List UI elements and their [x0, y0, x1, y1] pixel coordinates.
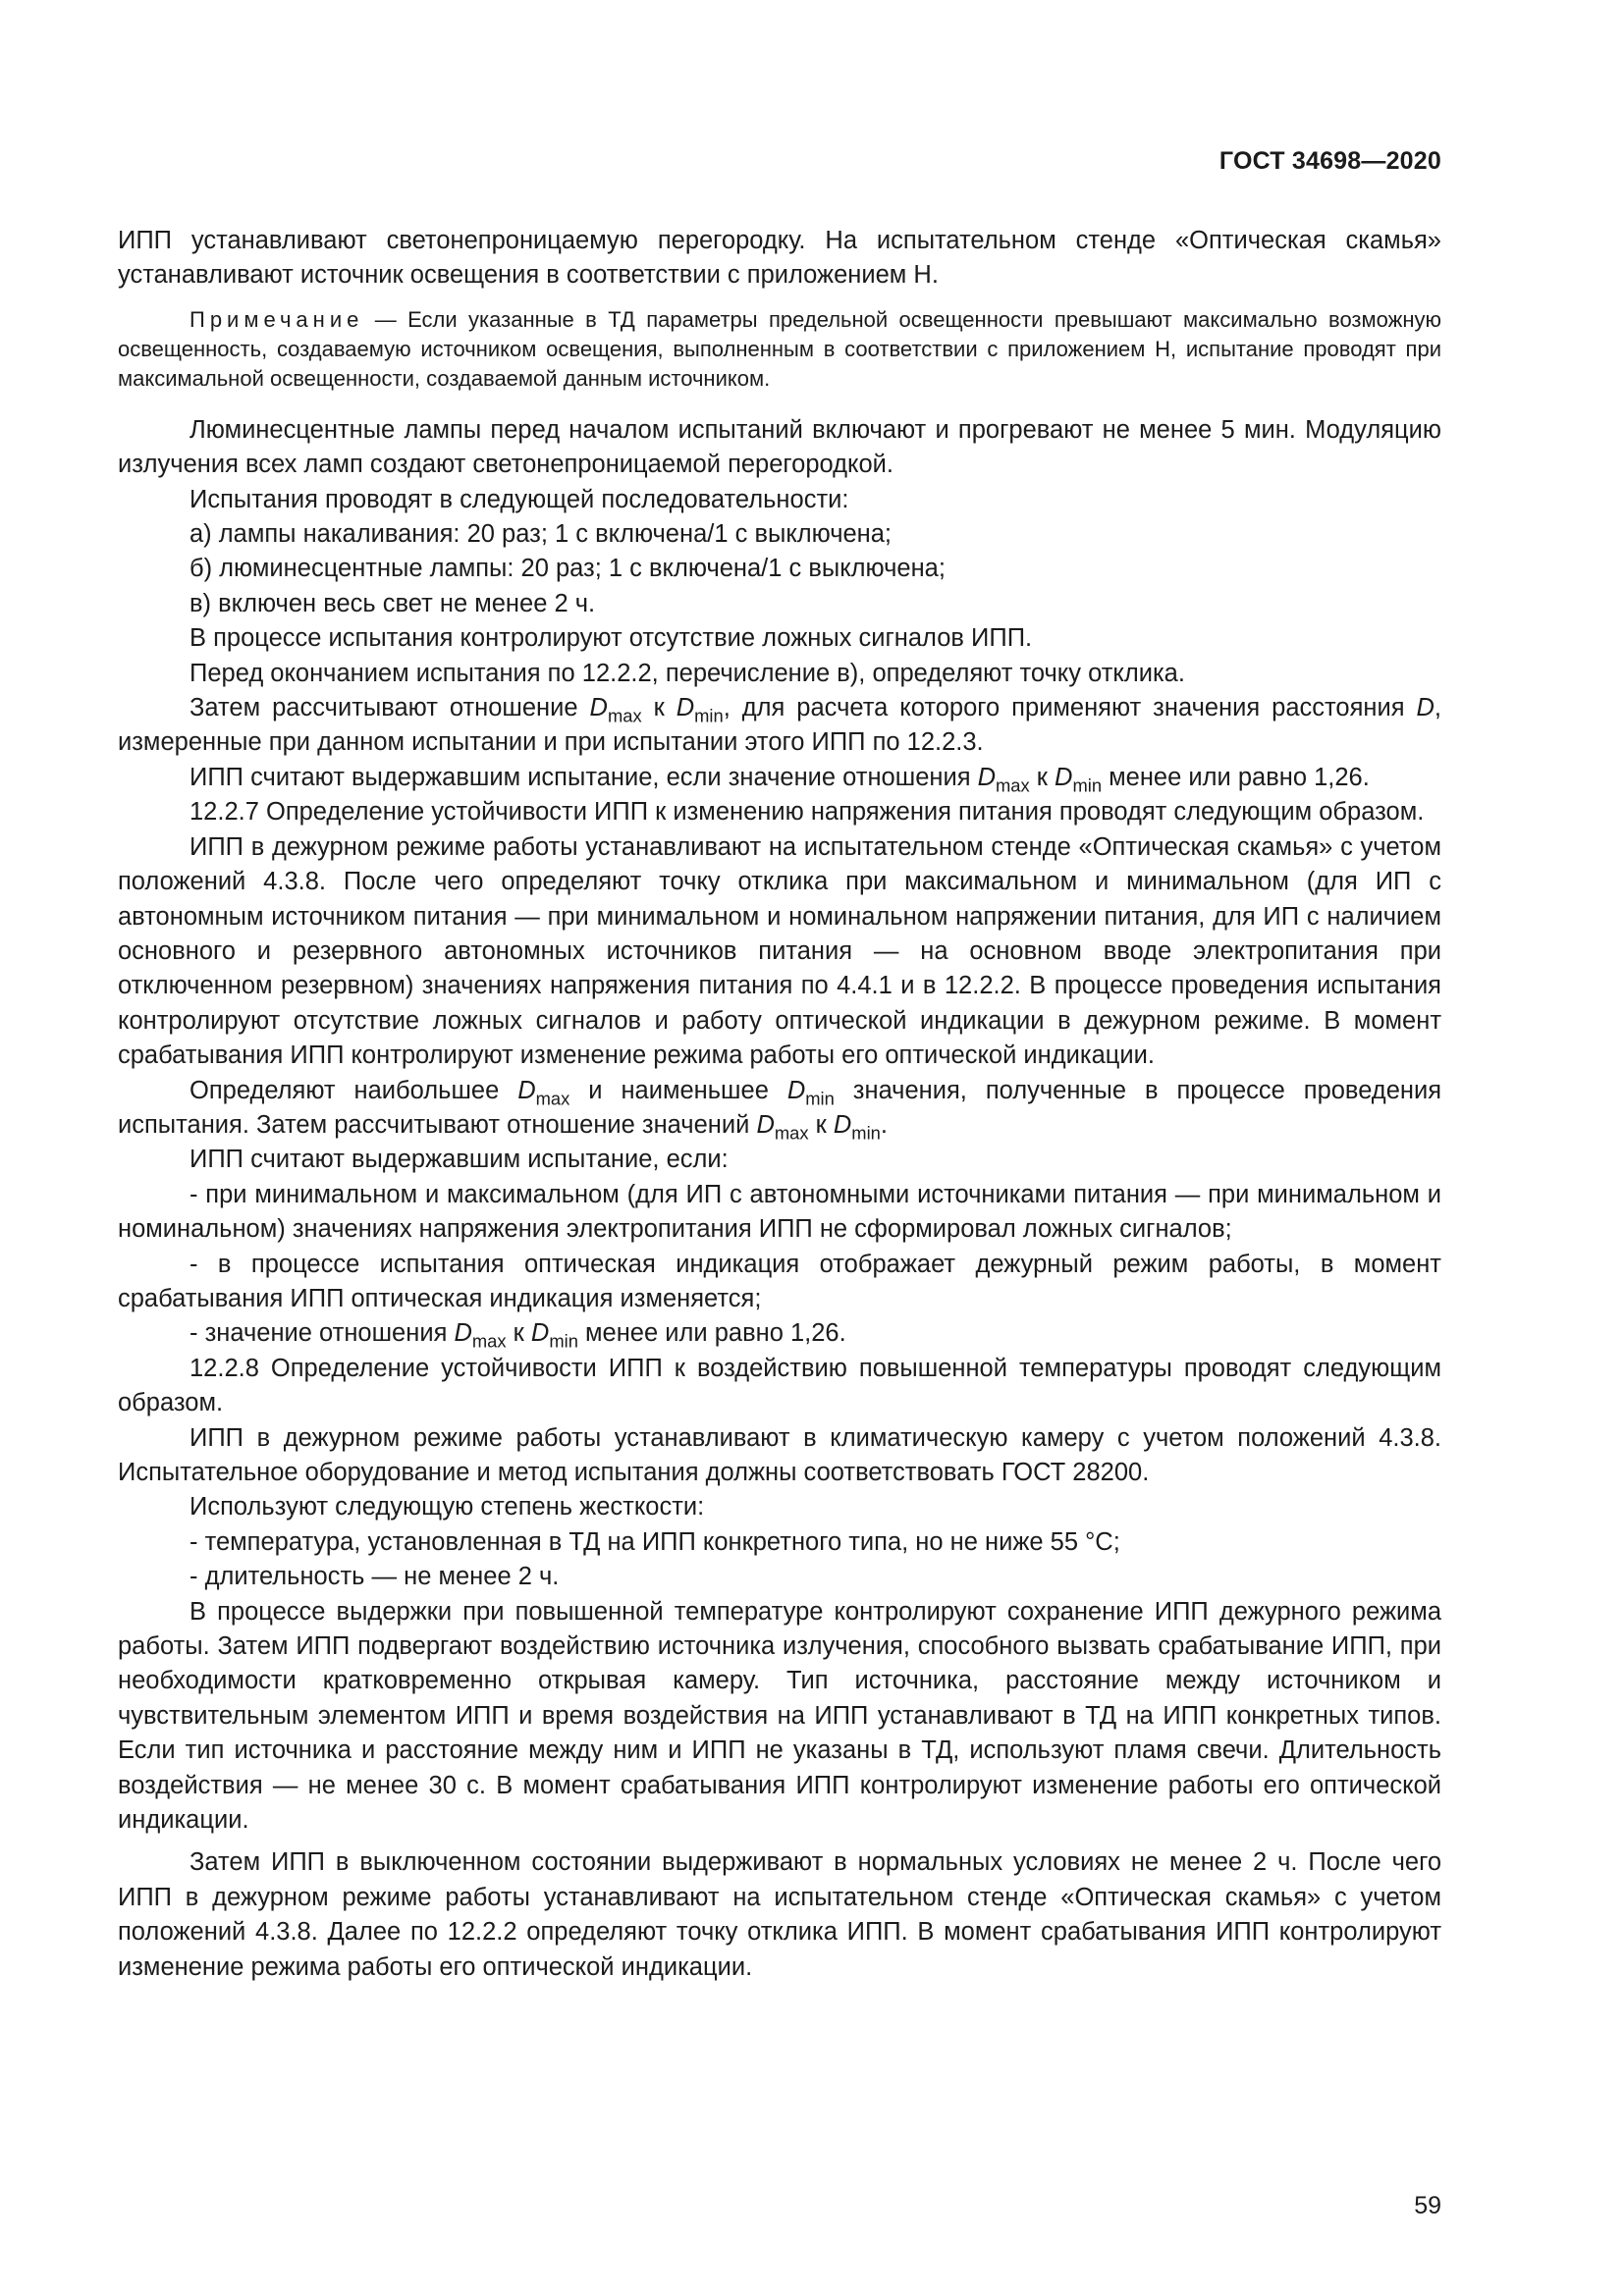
list-item: а) лампы накаливания: 20 раз; 1 с включена/1 с выключена;: [189, 520, 893, 549]
clause-heading: 12.2.7 Определение устойчивости ИПП к изменению напряжения питания проводят следующим образом.: [189, 798, 1425, 827]
symbol-d: D: [517, 1076, 536, 1104]
body-text: [118, 224, 1441, 1985]
paragraph: ИПП устанавливают светонепроницаемую перегородку. На испытательном стенде «Оптическая скамья» устанавливают источник освещения в соответствии с приложением Н.: [118, 227, 1441, 290]
text-run: , измеренные при данном испытании и при испытании этого ИПП по 12.2.3.: [118, 694, 1441, 757]
symbol-d: D: [833, 1110, 852, 1139]
paragraph: Испытания проводят в следующей последовательности:: [189, 485, 849, 513]
subscript-min: min: [1072, 774, 1103, 796]
paragraph: Перед окончанием испытания по 12.2.2, перечисление в), определяют точку отклика.: [189, 659, 1185, 687]
standard-header: ГОСТ 34698—2020: [1218, 147, 1441, 175]
symbol-d: D: [454, 1319, 472, 1348]
list-item: - температура, установленная в ТД на ИПП конкретного типа, но не ниже 55 °С;: [189, 1527, 1120, 1556]
subscript-min: min: [694, 705, 724, 726]
symbol-d: D: [756, 1110, 775, 1139]
list-item: - при минимальном и максимальном (для ИП с автономными источниками питания — при минимальном и номинальном) значениях напряжения электропитания ИПП не сформировал ложных сигналов;: [118, 1180, 1441, 1244]
symbol-d: D: [786, 1076, 806, 1104]
text-run: , для расчета которого применяют значения расстояния: [723, 694, 1417, 722]
symbol-d: D: [530, 1319, 550, 1348]
paragraph: В процессе испытания контролируют отсутствие ложных сигналов ИПП.: [189, 624, 1033, 653]
subscript-min: min: [805, 1087, 835, 1108]
text-run: ИПП считают выдержавшим испытание, если значение отношения: [189, 763, 978, 791]
subscript-max: max: [607, 705, 642, 726]
paragraph: В процессе выдержки при повышенной температуре контролируют сохранение ИПП дежурного режима работы. Затем ИПП подвергают воздействию источника излучения, способного вызвать срабатывание ИПП, при необходимости кратковременно открывая камеру. Тип источника, расстояние между источником и чувствительным элементом ИПП и время воздействия на ИПП устанавливают в ТД на ИПП конкретных типов. Если тип источника и расстояние между ним и ИПП не указаны в ТД, используют пламя свечи. Длительность воздействия — не менее 30 с. В момент срабатывания ИПП контролируют изменение работы его оптической индикации.: [118, 1597, 1441, 1835]
subscript-max: max: [535, 1087, 570, 1108]
text-run: к: [506, 1319, 531, 1348]
paragraph: Затем ИПП в выключенном состоянии выдерживают в нормальных условиях не менее 2 ч. После чего ИПП в дежурном режиме работы устанавливают на испытательном стенде «Оптическая скамья» с учетом положений 4.3.8. Далее по 12.2.2 определяют точку отклика ИПП. В момент срабатывания ИПП контролируют изменение режима работы его оптической индикации.: [118, 1848, 1441, 1981]
page-number: 59: [1414, 2192, 1441, 2219]
subscript-min: min: [851, 1122, 881, 1144]
subscript-max: max: [996, 774, 1030, 796]
symbol-d: D: [977, 763, 997, 791]
note-text: — Если указанные в ТД параметры предельной освещенности превышают максимально возможную освещенность, создаваемую источником освещения, выполненным в соответствии с приложением Н, испытание проводят при максимальной освещенности, создаваемой данным источником.: [118, 306, 1441, 391]
text-run: Затем рассчитывают отношение: [189, 694, 590, 722]
text-run: и наименьшее: [569, 1076, 787, 1104]
text-run: - значение отношения: [189, 1319, 455, 1348]
list-item: - в процессе испытания оптическая индикация отображает дежурный режим работы, в момент срабатывания ИПП оптическая индикация изменяется;: [118, 1250, 1441, 1312]
symbol-d: D: [1055, 763, 1073, 791]
text-run: значения, полученные в процессе проведения испытания. Затем рассчитывают отношение значений: [118, 1076, 1442, 1139]
text-run: к: [641, 694, 677, 722]
list-item: в) включен весь свет не менее 2 ч.: [189, 589, 596, 617]
formula-paragraph: [118, 1074, 1441, 1144]
text-run: к: [808, 1110, 834, 1139]
note: [118, 305, 1441, 394]
formula-list-item: [118, 1316, 1441, 1351]
list-item: б) люминесцентные лампы: 20 раз; 1 с включена/1 с выключена;: [189, 555, 946, 583]
note-label: Примечание: [189, 306, 364, 332]
paragraph: ИПП в дежурном режиме работы устанавливают на испытательном стенде «Оптическая скамья» с учетом положений 4.3.8. После чего определяют точку отклика при максимальном и минимальном (для ИП с автономным источником питания — при минимальном и номинальном напряжении питания, для ИП с наличием основного и резервного автономных источников питания — на основном вводе электропитания при отключенном резервном) значениях напряжения питания по 4.4.1 и в 12.2.2. В процессе проведения испытания контролируют отсутствие ложных сигналов и работу оптической индикации в дежурном режиме. В момент срабатывания ИПП контролируют изменение режима работы его оптической индикации.: [118, 832, 1441, 1070]
text-run: менее или равно 1,26.: [1102, 763, 1370, 791]
symbol-d: D: [589, 694, 608, 722]
text-run: Определяют наибольшее: [189, 1076, 518, 1104]
paragraph: Люминесцентные лампы перед началом испытаний включают и прогревают не менее 5 мин. Модуляцию излучения всех ламп создают светонепроницаемой перегородкой.: [118, 415, 1441, 479]
symbol-d: D: [1416, 694, 1435, 722]
subscript-max: max: [471, 1330, 507, 1352]
clause-heading: 12.2.8 Определение устойчивости ИПП к воздействию повышенной температуры проводят следующим образом.: [118, 1354, 1441, 1417]
paragraph: Используют следующую степень жесткости:: [189, 1493, 705, 1522]
list-item: - длительность — не менее 2 ч.: [189, 1563, 560, 1591]
subscript-max: max: [774, 1122, 809, 1144]
paragraph: ИПП считают выдержавшим испытание, если:: [189, 1146, 729, 1174]
symbol-d: D: [676, 694, 695, 722]
paragraph: ИПП в дежурном режиме работы устанавливают в климатическую камеру с учетом положений 4.3.8. Испытательное оборудование и метод испытания должны соответствовать ГОСТ 28200.: [118, 1423, 1441, 1486]
subscript-min: min: [549, 1330, 578, 1352]
text-run: .: [880, 1110, 888, 1139]
formula-paragraph: [118, 761, 1441, 795]
text-run: к: [1029, 763, 1056, 791]
formula-paragraph: [118, 691, 1441, 761]
text-run: менее или равно 1,26.: [577, 1319, 846, 1348]
